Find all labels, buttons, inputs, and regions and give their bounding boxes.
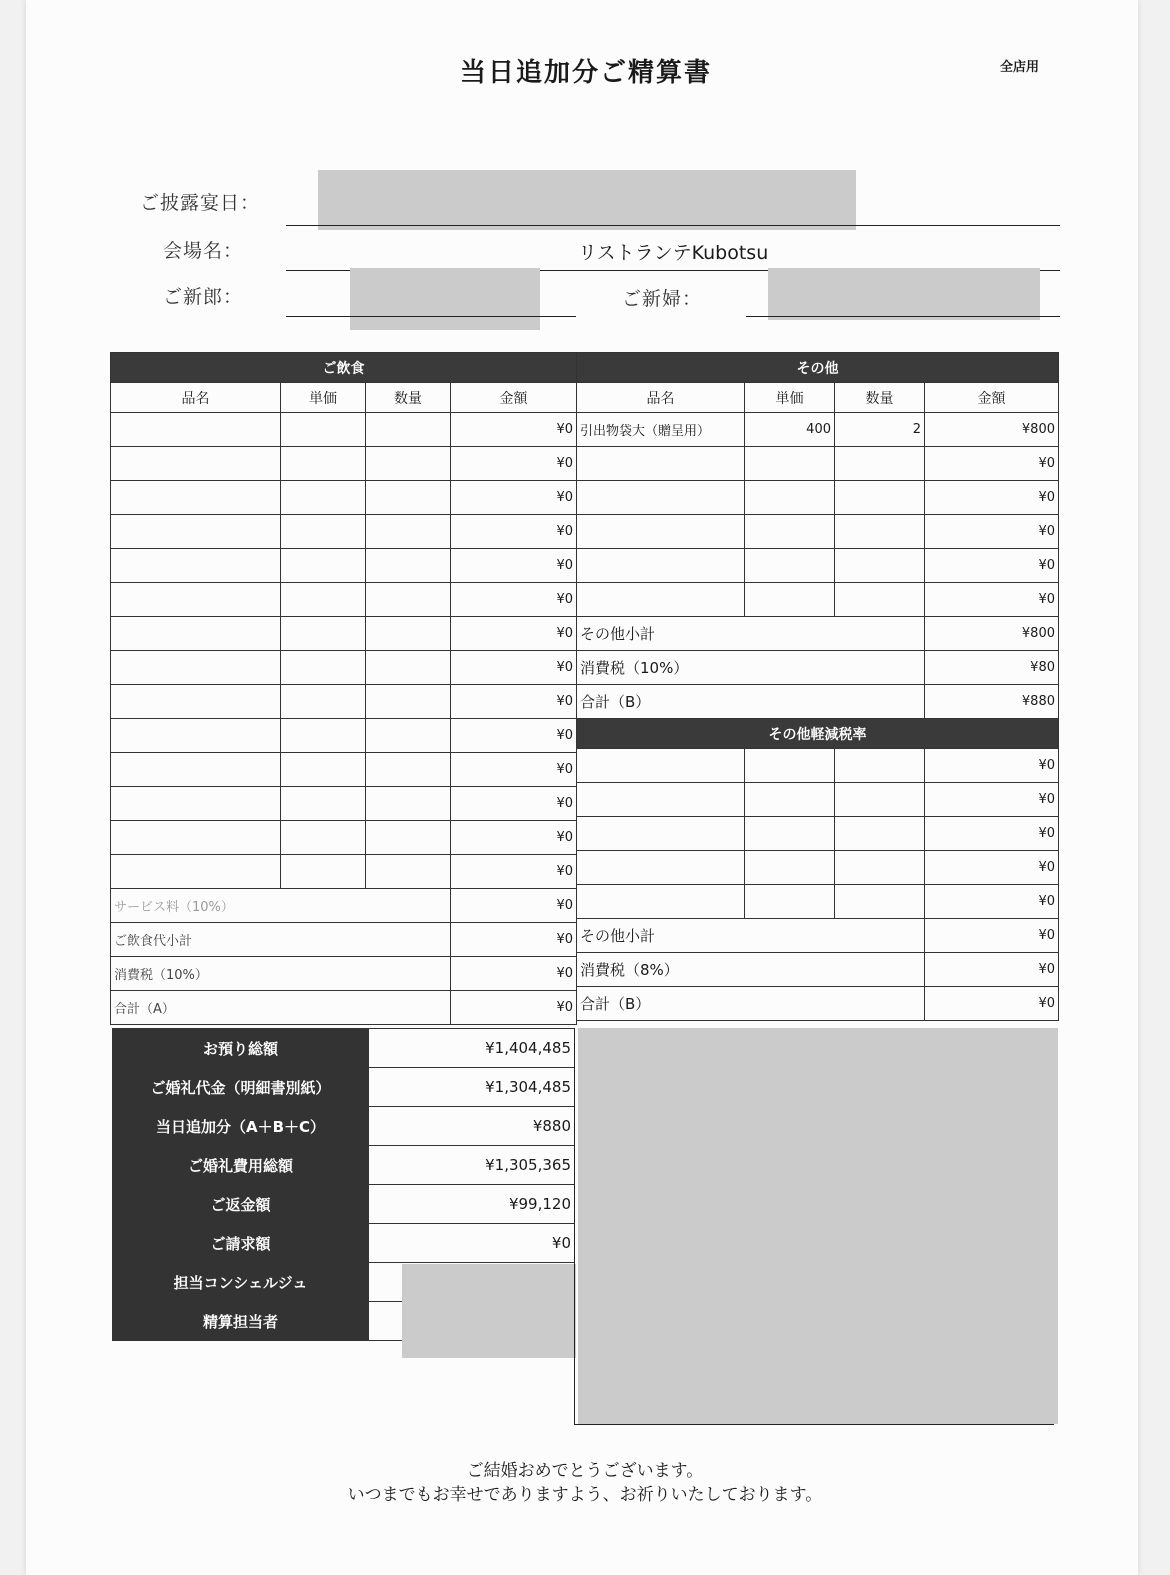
other-item-amount: ¥800 (925, 413, 1059, 447)
reduced-amount: ¥0 (925, 817, 1059, 851)
reduced-amount: ¥0 (925, 783, 1059, 817)
totals-row (113, 1224, 575, 1263)
wedding-date-label: ご披露宴日： (140, 192, 261, 214)
other-summary-value: ¥80 (925, 651, 1059, 685)
food-summary-value: ¥0 (451, 991, 577, 1025)
redacted-groom (350, 268, 540, 330)
redacted-staff (402, 1264, 576, 1358)
food-row (111, 787, 577, 821)
food-summary-row (111, 889, 577, 923)
reduced-amount: ¥0 (925, 885, 1059, 919)
food-summary-value: ¥0 (451, 889, 577, 923)
other-summary-value: ¥800 (925, 617, 1059, 651)
food-heading: ご飲食 (111, 353, 577, 383)
footer-line-1: ご結婚おめでとうございます。 (466, 1461, 704, 1481)
reduced-amount: ¥0 (925, 851, 1059, 885)
food-summary-label: ご飲食代小計 (111, 923, 451, 957)
food-table (110, 352, 577, 1025)
food-amount: ¥0 (451, 855, 577, 889)
food-col-name: 品名 (111, 383, 281, 413)
totals-row (113, 1146, 575, 1185)
totals-row (113, 1029, 575, 1068)
reduced-row (577, 783, 1059, 817)
food-amount: ¥0 (451, 481, 577, 515)
totals-label: ご請求額 (113, 1224, 369, 1263)
totals-row (113, 1107, 575, 1146)
reduced-row (577, 749, 1059, 783)
food-amount: ¥0 (451, 447, 577, 481)
food-amount: ¥0 (451, 821, 577, 855)
redacted-bride (768, 268, 1040, 320)
reduced-summary-row (577, 919, 1059, 953)
other-col-unit: 単価 (745, 383, 835, 413)
food-row (111, 549, 577, 583)
totals-value: ¥1,404,485 (369, 1029, 575, 1068)
other-row (577, 481, 1059, 515)
food-row (111, 583, 577, 617)
other-item-amount: ¥0 (925, 515, 1059, 549)
food-amount: ¥0 (451, 549, 577, 583)
reduced-row (577, 817, 1059, 851)
redacted-date (318, 170, 856, 230)
food-summary-label: サービス料（10%） (111, 889, 451, 923)
reduced-row (577, 851, 1059, 885)
totals-row (113, 1185, 575, 1224)
food-row (111, 651, 577, 685)
food-col-qty: 数量 (366, 383, 451, 413)
totals-label: お預り総額 (113, 1029, 369, 1068)
other-item-amount: ¥0 (925, 549, 1059, 583)
groom-line (286, 316, 576, 317)
other-item-qty: 2 (835, 413, 925, 447)
reduced-amount: ¥0 (925, 749, 1059, 783)
food-amount: ¥0 (451, 719, 577, 753)
other-heading: その他 (577, 353, 1059, 383)
food-row (111, 515, 577, 549)
reduced-summary-row (577, 953, 1059, 987)
other-col-amount: 金額 (925, 383, 1059, 413)
food-amount: ¥0 (451, 515, 577, 549)
food-row (111, 821, 577, 855)
reduced-summary-row (577, 987, 1059, 1021)
other-row (577, 413, 1059, 447)
totals-label: ご婚礼代金（明細書別紙） (113, 1068, 369, 1107)
food-amount: ¥0 (451, 753, 577, 787)
totals-value: ¥880 (369, 1107, 575, 1146)
food-summary-label: 消費税（10%） (111, 957, 451, 991)
food-summary-value: ¥0 (451, 957, 577, 991)
food-row (111, 617, 577, 651)
food-summary-value: ¥0 (451, 923, 577, 957)
other-row (577, 583, 1059, 617)
reduced-summary-label: 合計（B） (577, 987, 925, 1021)
reduced-summary-value: ¥0 (925, 953, 1059, 987)
other-item-amount: ¥0 (925, 447, 1059, 481)
totals-label: 担当コンシェルジュ (113, 1263, 369, 1302)
other-item-amount: ¥0 (925, 583, 1059, 617)
other-item-unit: 400 (745, 413, 835, 447)
bride-label: ご新婦： (622, 288, 703, 310)
food-amount: ¥0 (451, 413, 577, 447)
other-summary-label: 消費税（10%） (577, 651, 925, 685)
food-row (111, 481, 577, 515)
food-summary-row (111, 923, 577, 957)
notes-bottom-line (574, 1424, 1054, 1425)
reduced-heading: その他軽減税率 (577, 719, 1059, 749)
food-row (111, 719, 577, 753)
other-summary-value: ¥880 (925, 685, 1059, 719)
food-summary-label: 合計（A） (111, 991, 451, 1025)
store-tag: 全店用 (1000, 60, 1040, 75)
other-item-amount: ¥0 (925, 481, 1059, 515)
totals-value: ¥1,305,365 (369, 1146, 575, 1185)
food-amount: ¥0 (451, 685, 577, 719)
reduced-summary-label: 消費税（8%） (577, 953, 925, 987)
other-item-name: 引出物袋大（贈呈用） (577, 413, 745, 447)
date-line (286, 225, 1060, 226)
totals-label: ご婚礼費用総額 (113, 1146, 369, 1185)
totals-label: 精算担当者 (113, 1302, 369, 1341)
food-amount: ¥0 (451, 651, 577, 685)
other-col-qty: 数量 (835, 383, 925, 413)
totals-label: 当日追加分（A＋B＋C） (113, 1107, 369, 1146)
reduced-summary-value: ¥0 (925, 919, 1059, 953)
footer-line-2: いつまでもお幸せでありますよう、お祈りいたしております。 (347, 1485, 823, 1505)
food-amount: ¥0 (451, 787, 577, 821)
totals-value: ¥1,304,485 (369, 1068, 575, 1107)
reduced-summary-label: その他小計 (577, 919, 925, 953)
food-row (111, 413, 577, 447)
food-col-amount: 金額 (451, 383, 577, 413)
venue-label: 会場名： (163, 240, 244, 262)
food-row (111, 447, 577, 481)
other-row (577, 515, 1059, 549)
totals-label: ご返金額 (113, 1185, 369, 1224)
totals-row (113, 1068, 575, 1107)
other-table (576, 352, 1059, 1021)
food-summary-row (111, 991, 577, 1025)
groom-label: ご新郎： (163, 286, 244, 308)
other-row (577, 549, 1059, 583)
reduced-summary-value: ¥0 (925, 987, 1059, 1021)
notes-left-line (574, 1028, 575, 1424)
bride-line (746, 316, 1060, 317)
other-col-name: 品名 (577, 383, 745, 413)
venue-value: リストランテKubotsu (578, 242, 769, 264)
totals-value: ¥99,120 (369, 1185, 575, 1224)
food-row (111, 753, 577, 787)
other-summary-row (577, 651, 1059, 685)
other-row (577, 447, 1059, 481)
reduced-row (577, 885, 1059, 919)
food-row (111, 685, 577, 719)
document-title: 当日追加分ご精算書 (460, 58, 713, 88)
redacted-notes-area (578, 1028, 1058, 1424)
totals-value: ¥0 (369, 1224, 575, 1263)
food-amount: ¥0 (451, 617, 577, 651)
food-summary-row (111, 957, 577, 991)
food-row (111, 855, 577, 889)
other-summary-label: 合計（B） (577, 685, 925, 719)
other-summary-row (577, 617, 1059, 651)
other-summary-row (577, 685, 1059, 719)
food-amount: ¥0 (451, 583, 577, 617)
food-col-unit: 単価 (281, 383, 366, 413)
other-summary-label: その他小計 (577, 617, 925, 651)
